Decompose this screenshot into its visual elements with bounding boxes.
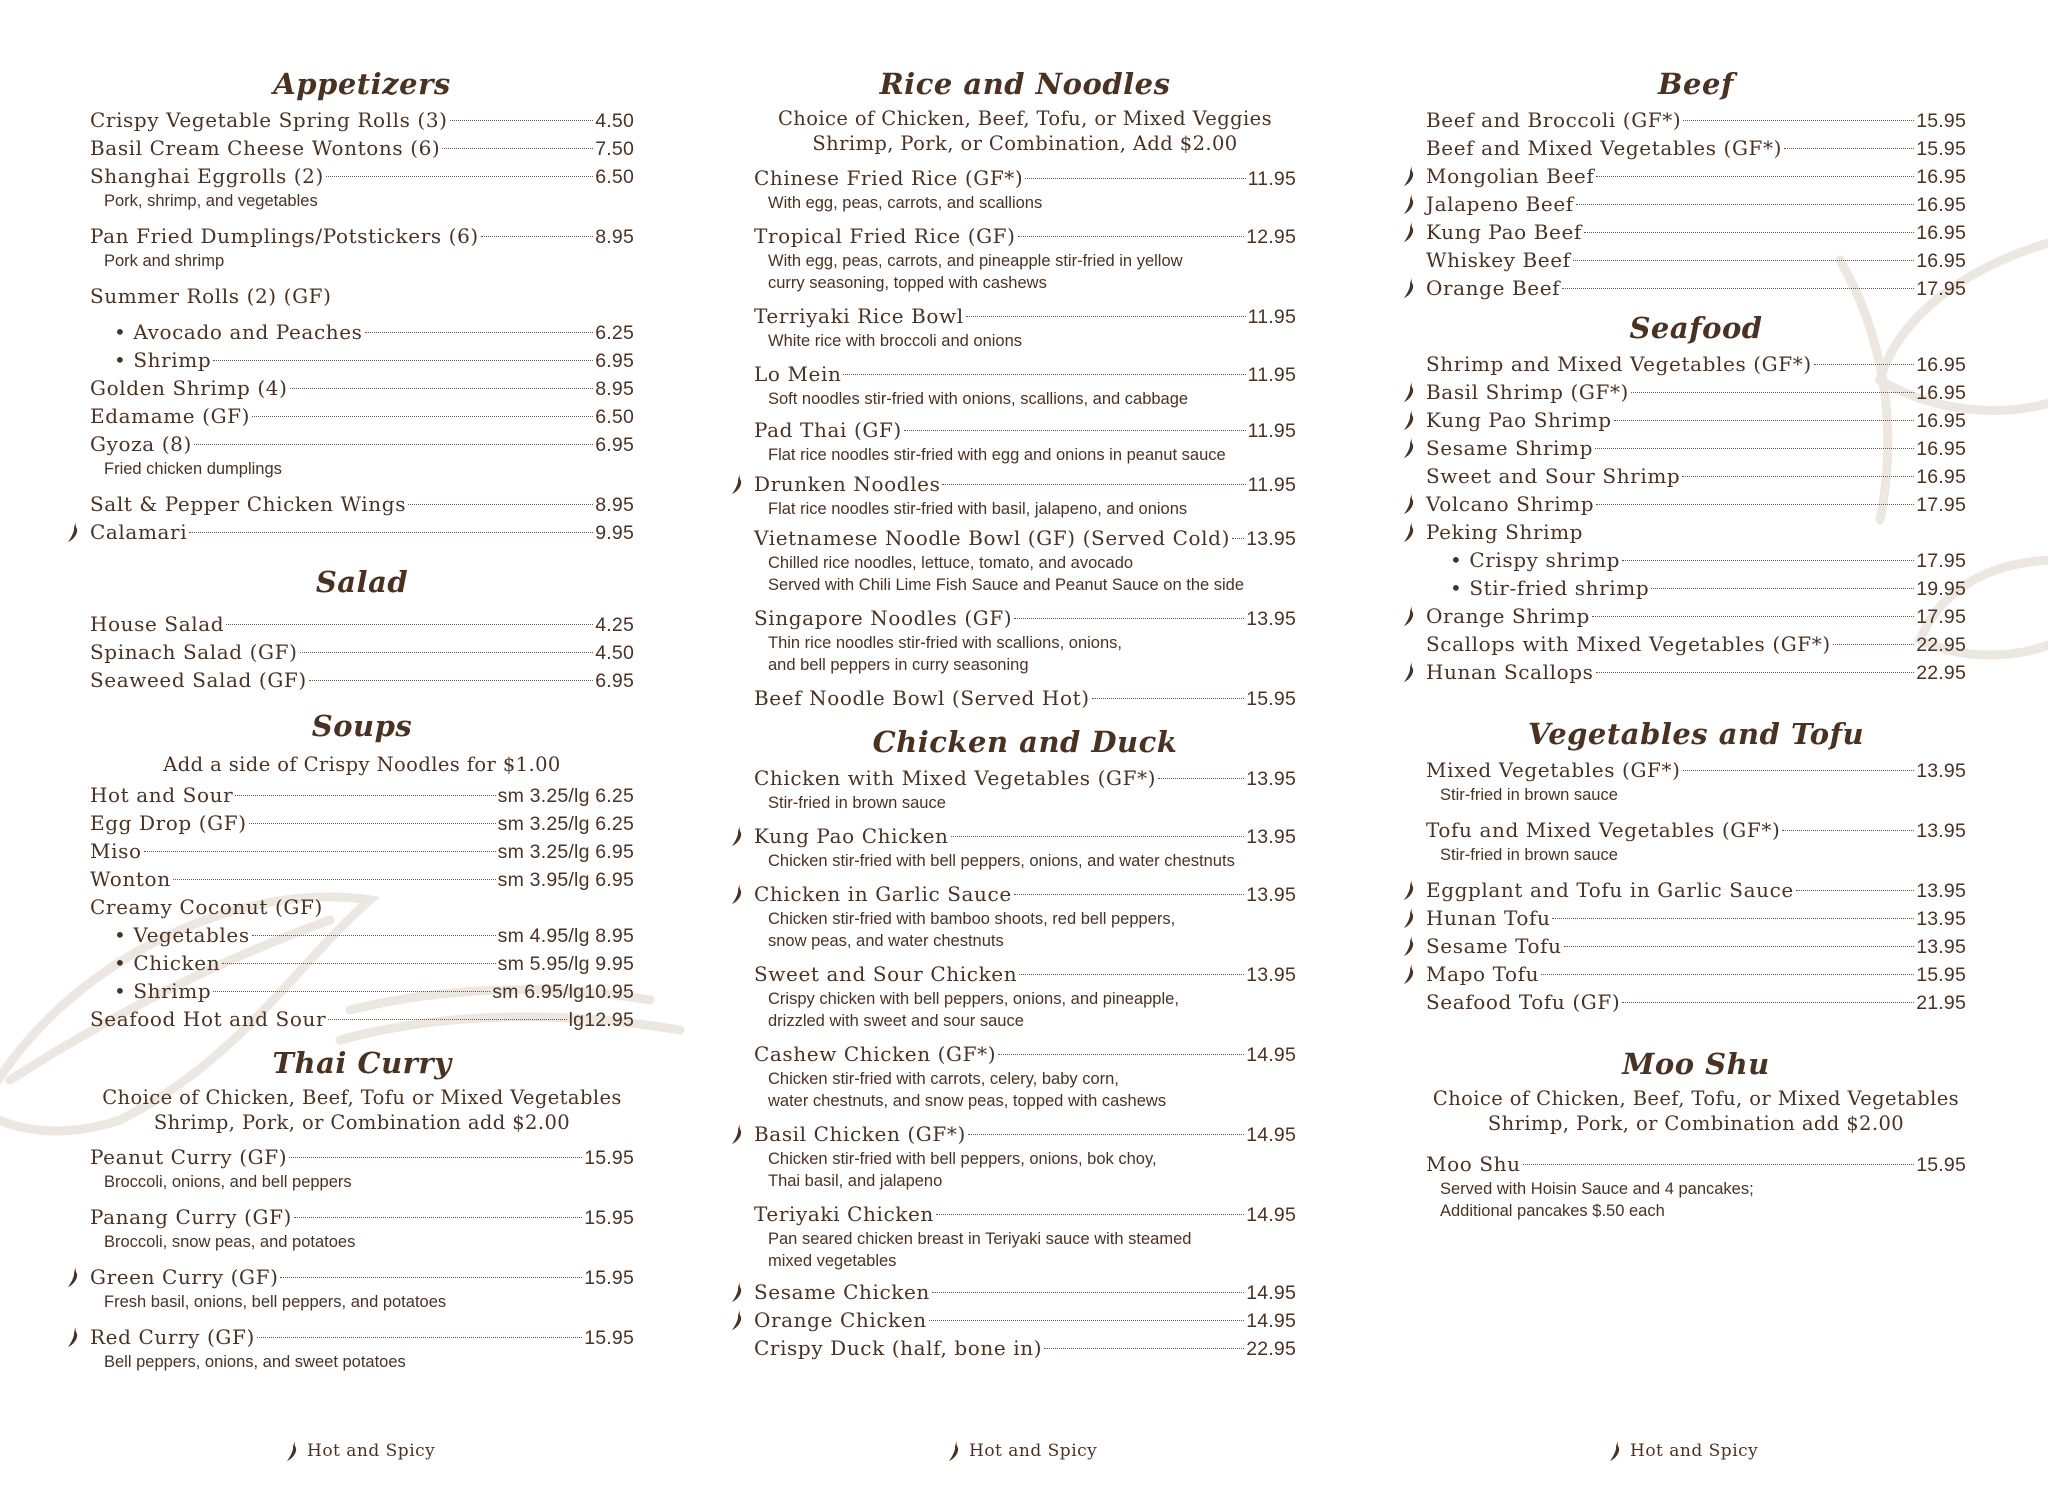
item-description: and bell peppers in curry seasoning	[768, 656, 1029, 674]
hot-spicy-legend	[1608, 1440, 1758, 1462]
soups-note: Add a side of Crispy Noodles for $1.00	[163, 753, 561, 776]
chili-pepper-icon	[1402, 193, 1416, 215]
soups-title: Soups	[311, 709, 413, 743]
item-description: curry seasoning, topped with cashews	[768, 274, 1047, 292]
chili-pepper-icon	[1402, 935, 1416, 957]
item-description: Additional pancakes $.50 each	[1440, 1202, 1665, 1220]
item-description: mixed vegetables	[768, 1252, 897, 1270]
chili-pepper-icon	[1402, 165, 1416, 187]
menu-item: Hunan Scallops 22.95	[1426, 658, 1966, 686]
chili-pepper-icon	[730, 1281, 744, 1303]
menu-item: Orange Shrimp 17.95	[1426, 602, 1966, 630]
item-description: water chestnuts, and snow peas, topped with cashews	[768, 1092, 1167, 1110]
menu-column-right	[1426, 62, 1966, 1222]
thai-curry-title: Thai Curry	[272, 1046, 452, 1080]
menu-item: Teriyaki Chicken 14.95 Pan seared chicken breast in Teriyaki sauce with steamed mixed vegetables	[754, 1202, 1296, 1270]
menu-item: Kung Pao Shrimp 16.95	[1426, 406, 1966, 434]
menu-item: Gyoza (8) 6.95 Fried chicken dumplings	[90, 432, 634, 478]
menu-item: Tropical Fried Rice (GF) 12.95 With egg, peas, carrots, and pineapple stir-fried in yellow curry seasoning, topped with cashews	[754, 224, 1296, 292]
item-description: Pork and shrimp	[104, 252, 225, 270]
chili-pepper-icon	[66, 521, 80, 543]
item-description: Chicken stir-fried with bell peppers, onions, and water chestnuts	[768, 852, 1235, 870]
item-description: Stir-fried in brown sauce	[768, 794, 946, 812]
chili-pepper-icon	[1402, 437, 1416, 459]
legend-label: Hot and Spicy	[969, 1441, 1098, 1461]
legend-label: Hot and Spicy	[1630, 1441, 1759, 1461]
menu-item: Spinach Salad (GF) 4.50	[90, 640, 634, 664]
item-description: Chicken stir-fried with bell peppers, onions, bok choy,	[768, 1150, 1157, 1168]
item-description: Stir-fried in brown sauce	[1440, 846, 1618, 864]
item-description: Pan seared chicken breast in Teriyaki sauce with steamed	[768, 1230, 1192, 1248]
menu-item: Drunken Noodles 11.95 Flat rice noodles stir-fried with basil, jalapeno, and onions	[754, 470, 1296, 520]
menu-sub-item: • Vegetables sm 4.95/lg 8.95	[90, 921, 634, 949]
item-description: White rice with broccoli and onions	[768, 332, 1023, 350]
veg-tofu-title: Vegetables and Tofu	[1527, 717, 1865, 751]
menu-item: Seafood Tofu (GF) 21.95	[1426, 990, 1966, 1014]
menu-item: House Salad 4.25	[90, 612, 634, 636]
menu-item: Chinese Fried Rice (GF*) 11.95 With egg, peas, carrots, and scallions	[754, 166, 1296, 212]
thai-curry-note: Shrimp, Pork, or Combination add $2.00	[153, 1111, 571, 1134]
menu-item: Moo Shu 15.95 Served with Hoisin Sauce and 4 pancakes; Additional pancakes $.50 each	[1426, 1152, 1966, 1220]
menu-item: Seafood Hot and Sour lg12.95	[90, 1007, 634, 1031]
moo-shu-note: Shrimp, Pork, or Combination add $2.00	[1487, 1112, 1905, 1135]
menu-item: Shanghai Eggrolls (2) 6.50 Pork, shrimp, and vegetables	[90, 164, 634, 210]
menu-item: Peanut Curry (GF) 15.95 Broccoli, onions, and bell peppers	[90, 1145, 634, 1191]
menu-item: Chicken with Mixed Vegetables (GF*) 13.95 Stir-fried in brown sauce	[754, 766, 1296, 812]
menu-item: Chicken in Garlic Sauce 13.95 Chicken stir-fried with bamboo shoots, red bell peppers, snow peas, and water chestnuts	[754, 880, 1296, 952]
chili-pepper-icon	[730, 883, 744, 905]
menu-item: Summer Rolls (2) (GF)	[90, 284, 332, 308]
item-description: Thai basil, and jalapeno	[768, 1172, 943, 1190]
chili-pepper-icon	[730, 825, 744, 847]
item-description: Chicken stir-fried with carrots, celery, baby corn,	[768, 1070, 1119, 1088]
menu-item: Hot and Sour sm 3.25/lg 6.25	[90, 783, 634, 807]
item-description: With egg, peas, carrots, and pineapple stir-fried in yellow	[768, 252, 1183, 270]
chili-pepper-icon	[947, 1440, 961, 1462]
menu-item: Sesame Tofu 13.95	[1426, 932, 1966, 960]
chili-pepper-icon	[730, 1123, 744, 1145]
chili-pepper-icon	[1402, 963, 1416, 985]
item-description: Bell peppers, onions, and sweet potatoes	[104, 1353, 406, 1371]
menu-sub-item: • Stir-fried shrimp 19.95	[1426, 574, 1966, 602]
chili-pepper-icon	[1402, 907, 1416, 929]
menu-sub-item: • Crispy shrimp 17.95	[1426, 546, 1966, 574]
menu-sub-item: • Avocado and Peaches 6.25	[90, 318, 634, 346]
rice-noodles-note: Shrimp, Pork, or Combination, Add $2.00	[812, 132, 1238, 155]
thai-curry-note: Choice of Chicken, Beef, Tofu or Mixed Vegetables	[102, 1086, 622, 1109]
item-description: Broccoli, snow peas, and potatoes	[104, 1233, 356, 1251]
menu-item: Basil Chicken (GF*) 14.95 Chicken stir-fried with bell peppers, onions, bok choy, Thai basil, and jalapeno	[754, 1120, 1296, 1192]
beef-title: Beef	[1658, 67, 1734, 101]
chili-pepper-icon	[1608, 1440, 1622, 1462]
item-description: With egg, peas, carrots, and scallions	[768, 194, 1043, 212]
menu-item: Volcano Shrimp 17.95	[1426, 490, 1966, 518]
menu-item: Golden Shrimp (4) 8.95	[90, 376, 634, 400]
menu-item: Orange Beef 17.95	[1426, 274, 1966, 302]
chili-pepper-icon	[1402, 521, 1416, 543]
item-description: Pork, shrimp, and vegetables	[104, 192, 318, 210]
moo-shu-title: Moo Shu	[1622, 1047, 1770, 1081]
menu-item: Sweet and Sour Shrimp 16.95	[1426, 464, 1966, 488]
item-description: Thin rice noodles stir-fried with scallions, onions,	[768, 634, 1122, 652]
rice-noodles-title: Rice and Noodles	[879, 67, 1171, 101]
menu-item: Beef and Mixed Vegetables (GF*) 15.95	[1426, 136, 1966, 160]
item-description: Served with Hoisin Sauce and 4 pancakes;	[1440, 1180, 1754, 1198]
menu-item: Sweet and Sour Chicken 13.95 Crispy chicken with bell peppers, onions, and pineapple, drizzled with sweet and sour sauce	[754, 962, 1296, 1030]
menu-item: Beef and Broccoli (GF*) 15.95	[1426, 108, 1966, 132]
menu-item: Edamame (GF) 6.50	[90, 404, 634, 428]
chili-pepper-icon	[730, 473, 744, 495]
menu-item: Mapo Tofu 15.95	[1426, 960, 1966, 988]
chili-pepper-icon	[1402, 661, 1416, 683]
menu-item: Wonton sm 3.95/lg 6.95	[90, 867, 634, 891]
menu-item: Peking Shrimp	[1426, 518, 1966, 546]
item-description: Stir-fried in brown sauce	[1440, 786, 1618, 804]
chili-pepper-icon	[1402, 879, 1416, 901]
menu-item: Vietnamese Noodle Bowl (GF) (Served Cold) 13.95 Chilled rice noodles, lettuce, tomato, and avocado Served with Chili Lime Fish Sauce and Peanut Sauce on the side	[754, 526, 1296, 594]
moo-shu-note: Choice of Chicken, Beef, Tofu, or Mixed Vegetables	[1432, 1087, 1960, 1110]
menu-item: Singapore Noodles (GF) 13.95 Thin rice noodles stir-fried with scallions, onions, and bell peppers in curry seasoning	[754, 606, 1296, 674]
item-description: snow peas, and water chestnuts	[768, 932, 1004, 950]
menu-item: Miso sm 3.25/lg 6.95	[90, 839, 634, 863]
menu-item: Red Curry (GF) 15.95 Bell peppers, onions, and sweet potatoes	[90, 1323, 634, 1373]
item-description: Fresh basil, onions, bell peppers, and potatoes	[104, 1293, 447, 1311]
menu-sub-item: • Shrimp sm 6.95/lg10.95	[90, 977, 634, 1005]
item-description: Served with Chili Lime Fish Sauce and Peanut Sauce on the side	[768, 576, 1245, 594]
legend-label: Hot and Spicy	[307, 1441, 436, 1461]
menu-item: Eggplant and Tofu in Garlic Sauce 13.95	[1426, 876, 1966, 904]
menu-item: Shrimp and Mixed Vegetables (GF*) 16.95	[1426, 352, 1966, 376]
menu-item: Tofu and Mixed Vegetables (GF*) 13.95 Stir-fried in brown sauce	[1426, 818, 1966, 864]
chili-pepper-icon	[66, 1326, 80, 1348]
menu-item: Lo Mein 11.95 Soft noodles stir-fried with onions, scallions, and cabbage	[754, 362, 1296, 408]
menu-item: Kung Pao Chicken 13.95 Chicken stir-fried with bell peppers, onions, and water chestnuts	[754, 822, 1296, 872]
menu-item: Crispy Vegetable Spring Rolls (3) 4.50	[90, 108, 634, 132]
appetizers-title: Appetizers	[273, 67, 451, 101]
chili-pepper-icon	[1402, 381, 1416, 403]
menu-item: Pan Fried Dumplings/Potstickers (6) 8.95 Pork and shrimp	[90, 224, 634, 270]
item-description: drizzled with sweet and sour sauce	[768, 1012, 1024, 1030]
item-description: Crispy chicken with bell peppers, onions, and pineapple,	[768, 990, 1179, 1008]
menu-item: Cashew Chicken (GF*) 14.95 Chicken stir-fried with carrots, celery, baby corn, water chestnuts, and snow peas, topped with cashews	[754, 1042, 1296, 1110]
hot-spicy-legend	[947, 1440, 1097, 1462]
rice-noodles-note: Choice of Chicken, Beef, Tofu, or Mixed Veggies	[777, 107, 1273, 130]
menu-item: Terriyaki Rice Bowl 11.95 White rice with broccoli and onions	[754, 304, 1296, 350]
menu-item: Egg Drop (GF) sm 3.25/lg 6.25	[90, 811, 634, 835]
menu-column-left	[90, 62, 634, 1373]
menu-sub-item: • Shrimp 6.95	[90, 346, 634, 374]
menu-item: Crispy Duck (half, bone in) 22.95	[754, 1336, 1296, 1360]
chili-pepper-icon	[66, 1266, 80, 1288]
menu-item: Scallops with Mixed Vegetables (GF*) 22.95	[1426, 632, 1966, 656]
menu-item: Calamari 9.95	[90, 518, 634, 546]
menu-item: Orange Chicken 14.95	[754, 1306, 1296, 1334]
menu-item: Basil Cream Cheese Wontons (6) 7.50	[90, 136, 634, 160]
item-description: Fried chicken dumplings	[104, 460, 282, 478]
menu-item: Sesame Shrimp 16.95	[1426, 434, 1966, 462]
chili-pepper-icon	[1402, 493, 1416, 515]
chili-pepper-icon	[285, 1440, 299, 1462]
menu-item: Seaweed Salad (GF) 6.95	[90, 668, 634, 692]
menu-item: Basil Shrimp (GF*) 16.95	[1426, 378, 1966, 406]
menu-sub-item: • Chicken sm 5.95/lg 9.95	[90, 949, 634, 977]
seafood-title: Seafood	[1629, 311, 1763, 345]
menu-item: Hunan Tofu 13.95	[1426, 904, 1966, 932]
item-description: Flat rice noodles stir-fried with basil, jalapeno, and onions	[768, 500, 1188, 518]
menu-item: Beef Noodle Bowl (Served Hot) 15.95	[754, 686, 1296, 710]
menu-item: Kung Pao Beef 16.95	[1426, 218, 1966, 246]
menu-item: Green Curry (GF) 15.95 Fresh basil, onions, bell peppers, and potatoes	[90, 1263, 634, 1313]
menu-item: Mixed Vegetables (GF*) 13.95 Stir-fried in brown sauce	[1426, 758, 1966, 804]
item-description: Flat rice noodles stir-fried with egg and onions in peanut sauce	[768, 446, 1226, 464]
item-description: Chilled rice noodles, lettuce, tomato, and avocado	[768, 554, 1134, 572]
chili-pepper-icon	[1402, 409, 1416, 431]
item-description: Soft noodles stir-fried with onions, scallions, and cabbage	[768, 390, 1189, 408]
chili-pepper-icon	[1402, 277, 1416, 299]
chili-pepper-icon	[1402, 221, 1416, 243]
menu-item: Jalapeno Beef 16.95	[1426, 190, 1966, 218]
menu-item: Whiskey Beef 16.95	[1426, 248, 1966, 272]
menu-column-middle	[754, 62, 1296, 1362]
item-description: Broccoli, onions, and bell peppers	[104, 1173, 352, 1191]
chili-pepper-icon	[1402, 605, 1416, 627]
hot-spicy-legend	[285, 1440, 435, 1462]
menu-item: Creamy Coconut (GF)	[90, 895, 323, 919]
chili-pepper-icon	[730, 1309, 744, 1331]
menu-item: Salt & Pepper Chicken Wings 8.95	[90, 492, 634, 516]
menu-item: Panang Curry (GF) 15.95 Broccoli, snow peas, and potatoes	[90, 1205, 634, 1251]
salad-title: Salad	[315, 565, 409, 599]
menu-item: Sesame Chicken 14.95	[754, 1278, 1296, 1306]
item-description: Chicken stir-fried with bamboo shoots, red bell peppers,	[768, 910, 1176, 928]
menu-item: Pad Thai (GF) 11.95 Flat rice noodles stir-fried with egg and onions in peanut sauce	[754, 418, 1296, 464]
menu-item: Mongolian Beef 16.95	[1426, 162, 1966, 190]
chicken-duck-title: Chicken and Duck	[872, 725, 1178, 759]
